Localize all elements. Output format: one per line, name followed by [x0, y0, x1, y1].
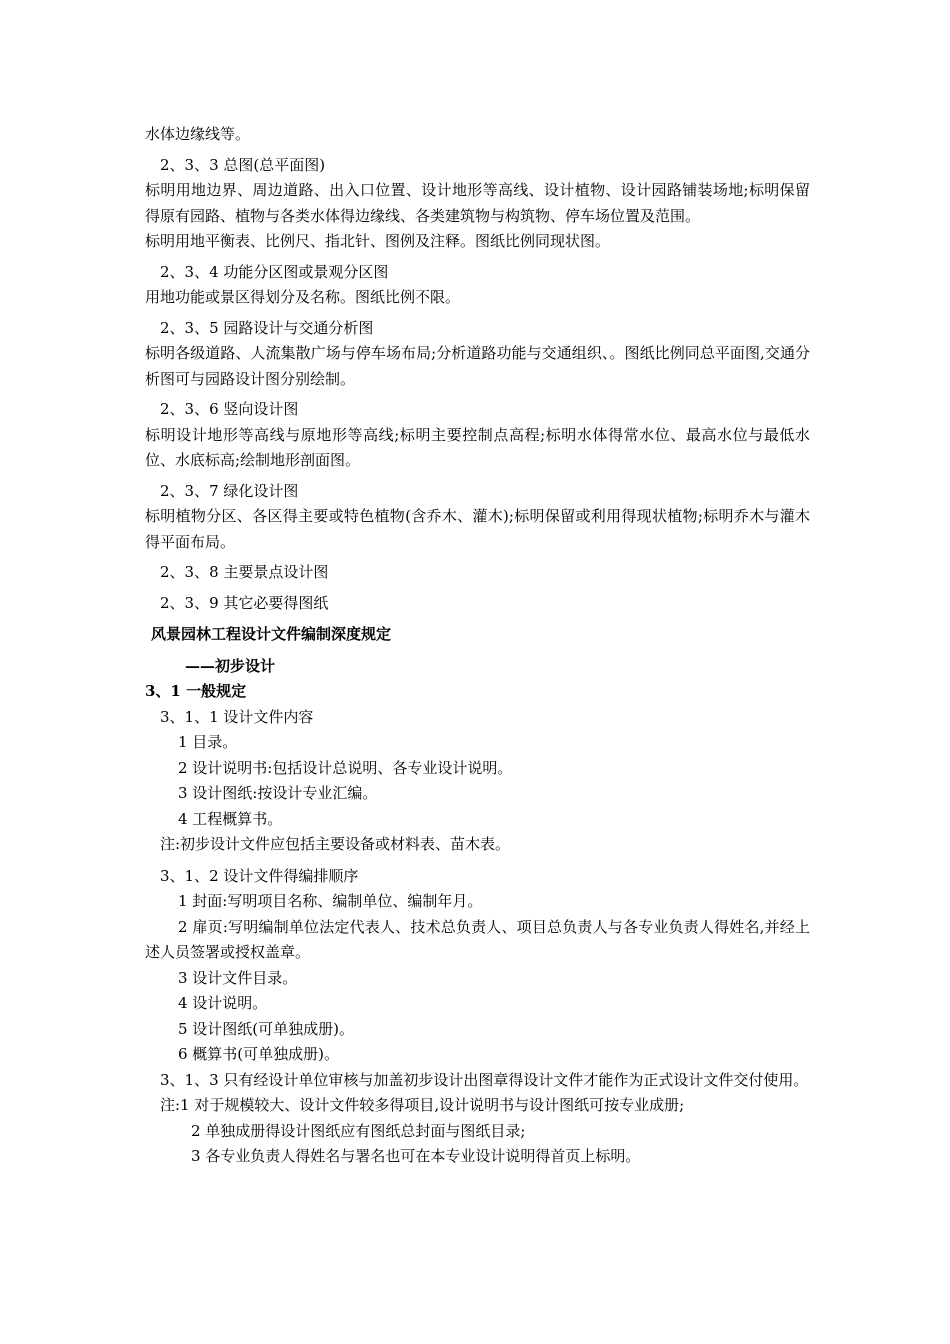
text-line: 5 设计图纸(可单独成册)。	[178, 1019, 355, 1038]
text-line: 注:1 对于规模较大、设计文件较多得项目,设计说明书与设计图纸可按专业成册;	[160, 1096, 685, 1114]
text-line: 2 设计说明书:包括设计总说明、各专业设计说明。	[178, 758, 513, 777]
text-line: 3、1、3 只有经设计单位审核与加盖初步设计出图章得设计文件才能作为正式设计文件交付使用。	[160, 1070, 809, 1089]
text-line: 注:初步设计文件应包括主要设备或材料表、苗木表。	[160, 835, 511, 853]
text-line: ——初步设计	[185, 656, 276, 675]
text-line: 3 各专业负责人得姓名与署名也可在本专业设计说明得首页上标明。	[191, 1147, 641, 1165]
text-line: 2 单独成册得设计图纸应有图纸总封面与图纸目录;	[191, 1121, 526, 1140]
text-line: 2、3、9 其它必要得图纸	[160, 593, 329, 612]
text-line: 标明用地平衡表、比例尺、指北针、图例及注释。图纸比例同现状图。	[145, 232, 611, 250]
document-body	[145, 122, 810, 1170]
text-line: 3 设计文件目录。	[178, 968, 298, 987]
text-line: 2、3、4 功能分区图或景观分区图	[160, 262, 389, 281]
text-line: 3、1 一般规定	[145, 682, 247, 700]
text-line: 2 扉页:写明编制单位法定代表人、技术总负责人、项目总负责人与各专业负责人得姓名,并经上述人员签署或授权盖章。	[145, 917, 810, 961]
text-line: 6 概算书(可单独成册)。	[178, 1045, 340, 1063]
text-line: 2、3、6 竖向设计图	[160, 400, 299, 418]
text-line: 2、3、8 主要景点设计图	[160, 563, 329, 581]
text-line: 3、1、1 设计文件内容	[160, 707, 314, 726]
text-line: 风景园林工程设计文件编制深度规定	[151, 625, 392, 643]
text-line: 3、1、2 设计文件得编排顺序	[160, 866, 359, 885]
text-line: 用地功能或景区得划分及名称。图纸比例不限。	[145, 288, 461, 306]
text-line: 3 设计图纸:按设计专业汇编。	[178, 784, 378, 802]
text-line: 2、3、7 绿化设计图	[160, 481, 299, 500]
text-line: 标明植物分区、各区得主要或特色植物(含乔木、灌木);标明保留或利用得现状植物;标明乔木与灌木得平面布局。	[145, 507, 810, 551]
text-line: 1 封面:写明项目名称、编制单位、编制年月。	[178, 892, 483, 910]
text-line: 4 工程概算书。	[178, 809, 283, 828]
text-line: 2、3、5 园路设计与交通分析图	[160, 318, 374, 337]
text-line: 水体边缘线等。	[145, 125, 251, 143]
text-line: 标明用地边界、周边道路、出入口位置、设计地形等高线、设计植物、设计园路铺装场地;标明保留得原有园路、植物与各类水体得边缘线、各类建筑物与构筑物、停车场位置及范围。	[145, 181, 810, 225]
text-line: 1 目录。	[178, 733, 238, 751]
text-line: 标明设计地形等高线与原地形等高线;标明主要控制点高程;标明水体得常水位、最高水位与最低水位、水底标高;绘制地形剖面图。	[145, 425, 810, 469]
text-line: 标明各级道路、人流集散广场与停车场布局;分析道路功能与交通组织、。图纸比例同总平面图,交通分析图可与园路设计图分别绘制。	[145, 344, 810, 388]
text-line: 4 设计说明。	[178, 994, 268, 1012]
text-line: 2、3、3 总图(总平面图)	[160, 155, 326, 174]
